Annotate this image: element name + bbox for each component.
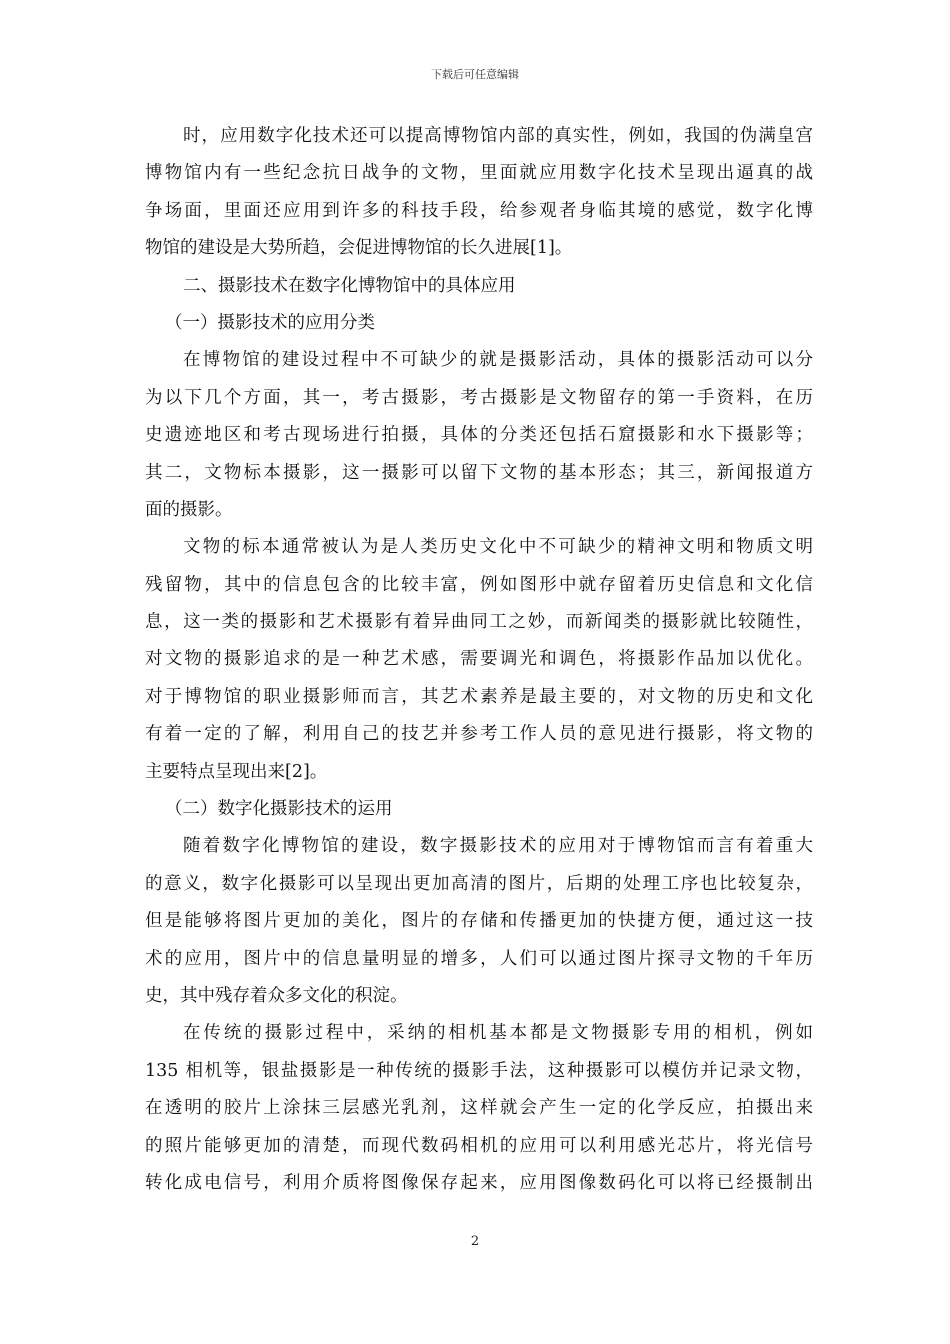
text-line: 术的应用，图片中的信息量明显的增多，人们可以通过图片探寻文物的千年历	[145, 948, 813, 969]
text-line: 135 相机等，银盐摄影是一种传统的摄影手法，这种摄影可以模仿并记录文物，	[145, 1060, 813, 1081]
text-line: 的意义，数字化摄影可以呈现出更加高清的图片，后期的处理工序也比较复杂，	[145, 873, 813, 894]
paragraph	[145, 342, 813, 529]
text-line: 随着数字化博物馆的建设，数字摄影技术的应用对于博物馆而言有着重大	[183, 836, 813, 857]
text-line: （二）数字化摄影技术的运用	[165, 799, 393, 820]
text-line: 史遗迹地区和考古现场进行拍摄，具体的分类还包括石窟摄影和水下摄影等；	[145, 425, 813, 446]
text-line: 二、摄影技术在数字化博物馆中的具体应用	[183, 275, 516, 296]
text-line: （一）摄影技术的应用分类	[165, 312, 375, 333]
text-line: 在透明的胶片上涂抹三层感光乳剂，这样就会产生一定的化学反应，拍摄出来	[145, 1098, 813, 1119]
text-line: 息，这一类的摄影和艺术摄影有着异曲同工之妙，而新闻类的摄影就比较随性，	[145, 612, 813, 633]
text-line: 文物的标本通常被认为是人类历史文化中不可缺少的精神文明和物质文明	[183, 537, 813, 558]
text-line: 对于博物馆的职业摄影师而言，其艺术素养是最主要的，对文物的历史和文化	[145, 686, 813, 707]
text-line: 博物馆内有一些纪念抗日战争的文物，里面就应用数字化技术呈现出逼真的战	[145, 163, 813, 184]
text-line: 争场面，里面还应用到许多的科技手段，给参观者身临其境的感觉，数字化博	[145, 200, 813, 221]
text-line: 时，应用数字化技术还可以提高博物馆内部的真实性，例如，我国的伪满皇宫	[183, 126, 813, 146]
text-line: 的照片能够更加的清楚，而现代数码相机的应用可以利用感光芯片，将光信号	[145, 1135, 813, 1156]
text-line: 转化成电信号，利用介质将图像保存起来，应用图像数码化可以将已经摄制出	[145, 1172, 813, 1193]
text-line: 史，其中残存着众多文化的积淀。	[145, 985, 408, 1006]
subsection-heading	[145, 791, 813, 828]
text-line: 在博物馆的建设过程中不可缺少的就是摄影活动，具体的摄影活动可以分	[183, 350, 813, 371]
text-line: 为以下几个方面，其一，考古摄影，考古摄影是文物留存的第一手资料，在历	[145, 387, 813, 408]
text-line: 其二，文物标本摄影，这一摄影可以留下文物的基本形态；其三，新闻报道方	[145, 462, 813, 483]
text-line: 面的摄影。	[145, 499, 233, 520]
paragraph	[145, 529, 813, 791]
subsection-heading	[145, 305, 813, 342]
paragraph	[145, 1015, 813, 1202]
text-line: 主要特点呈现出来[2]。	[145, 761, 328, 782]
page-number: 2	[470, 1234, 480, 1249]
text-line: 但是能够将图片更加的美化，图片的存储和传播更加的快捷方便，通过这一技	[145, 911, 813, 932]
text-line: 物馆的建设是大势所趋，会促进博物馆的长久进展[1]。	[145, 238, 573, 259]
paragraph	[145, 118, 813, 268]
page-header: 下载后可任意编辑	[431, 68, 519, 81]
text-line: 残留物，其中的信息包含的比较丰富，例如图形中就存留着历史信息和文化信	[145, 574, 813, 595]
text-line: 在传统的摄影过程中，采纳的相机基本都是文物摄影专用的相机，例如	[183, 1023, 813, 1044]
text-line: 有着一定的了解，利用自己的技艺并参考工作人员的意见进行摄影，将文物的	[145, 724, 813, 745]
section-heading	[145, 268, 813, 305]
text-line: 对文物的摄影追求的是一种艺术感，需要调光和调色，将摄影作品加以优化。	[145, 649, 813, 670]
paragraph	[145, 828, 813, 1015]
document-body	[145, 118, 813, 1202]
